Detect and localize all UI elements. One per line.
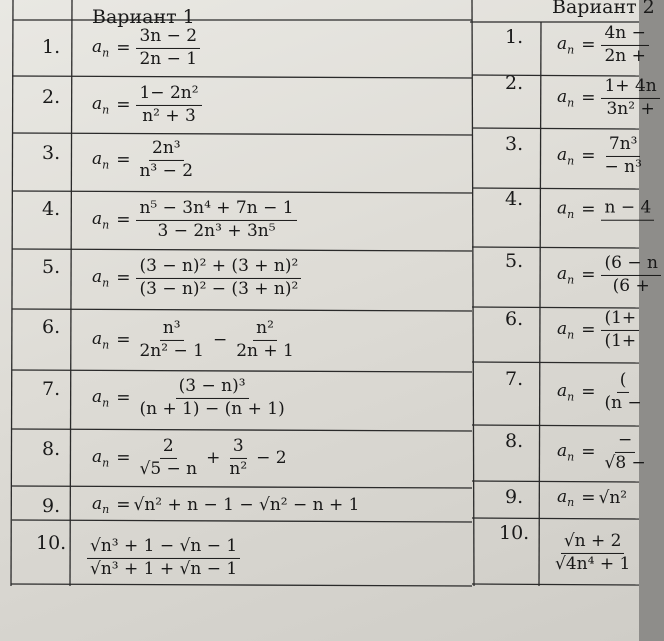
term-letter: a — [557, 486, 568, 507]
expression-text: √n² + n − 1 − √n² − n + 1 — [133, 494, 360, 515]
denominator: 3 − 2n³ + 3n⁵ — [157, 220, 276, 241]
denominator: 2n − 1 — [139, 48, 198, 69]
row-number: 5. — [505, 250, 524, 272]
numerator: √n + 2 — [561, 532, 625, 554]
variant-2-header: Вариант 2 — [552, 0, 655, 18]
sequence-term-label — [557, 145, 574, 167]
term-letter: a — [92, 266, 103, 287]
equals-sign: = — [116, 210, 131, 230]
row-number: 4. — [42, 198, 61, 220]
operator: − — [212, 330, 228, 350]
sequence-term-label — [557, 264, 574, 286]
numerator: (6 − n — [601, 254, 660, 276]
equals-sign: = — [581, 199, 596, 220]
denominator: 2n + 1 — [236, 340, 294, 361]
operator: + — [206, 448, 221, 468]
equals-sign: = — [116, 388, 131, 408]
fraction — [552, 532, 633, 574]
denominator: √n³ + 1 + √n − 1 — [90, 558, 238, 579]
row-number: 10. — [36, 532, 67, 554]
term-subscript: n — [567, 43, 575, 57]
equals-sign: = — [116, 38, 131, 58]
formula — [549, 532, 636, 574]
equals-sign: = — [116, 494, 131, 515]
equals-sign: = — [581, 382, 596, 402]
denominator: n² — [229, 458, 248, 479]
numerator: 1− 2n² — [136, 84, 201, 106]
denominator: (n + 1) − (n + 1) — [139, 398, 285, 419]
term-subscript: n — [567, 273, 575, 287]
equals-sign: = — [581, 35, 596, 55]
formula — [557, 254, 664, 296]
denominator: (1+ — [604, 330, 637, 351]
term-letter: a — [557, 380, 568, 401]
row-number: 7. — [505, 368, 524, 390]
numerator: n³ — [160, 319, 184, 341]
formula — [557, 371, 648, 413]
denominator: √8 − — [604, 452, 646, 473]
term-subscript: n — [102, 218, 110, 232]
formula — [557, 431, 652, 473]
numerator: 2n³ — [149, 139, 184, 161]
sequence-term-label — [557, 34, 574, 56]
numerator: 1+ 4n — [601, 77, 659, 99]
term-subscript: n — [102, 503, 110, 517]
term-letter: a — [557, 198, 568, 219]
row-number: 3. — [505, 133, 524, 155]
denominator: − n³ — [604, 156, 642, 177]
denominator: n² + 3 — [142, 105, 196, 126]
fraction — [601, 309, 639, 351]
numerator: − — [615, 431, 635, 453]
denominator: (n − — [604, 392, 642, 413]
equals-sign: = — [581, 320, 596, 340]
denominator: 2n + — [604, 45, 646, 66]
numerator: 3n − 2 — [136, 27, 200, 49]
equals-sign: = — [581, 442, 596, 462]
row-number: 3. — [42, 142, 61, 164]
equals-sign: = — [581, 487, 596, 508]
equals-sign: = — [581, 146, 596, 166]
numerator: 2 — [160, 437, 177, 459]
denominator: 2n² − 1 — [139, 340, 204, 361]
sequence-term-label — [557, 319, 574, 341]
formula — [557, 309, 642, 351]
denominator: √4n⁴ + 1 — [555, 553, 631, 574]
term-subscript: n — [567, 390, 575, 404]
term-letter: a — [92, 93, 103, 114]
formula — [557, 487, 627, 509]
equals-sign: = — [581, 88, 596, 108]
term-letter: a — [92, 328, 103, 349]
fraction — [601, 24, 648, 66]
denominator: (6 + — [612, 275, 650, 296]
numerator: 7n³ — [606, 135, 641, 157]
row-number: 5. — [42, 256, 61, 278]
term-letter: a — [92, 148, 103, 169]
numerator: √n³ + 1 − √n − 1 — [87, 537, 240, 559]
row-number: 2. — [505, 72, 524, 94]
row-number: 8. — [42, 438, 61, 460]
term-letter: a — [92, 493, 103, 514]
denominator — [625, 220, 631, 221]
term-letter: a — [92, 208, 103, 229]
term-letter: a — [557, 86, 568, 107]
numerator: 4n − — [601, 24, 648, 46]
fraction — [601, 431, 648, 473]
numerator: n⁵ − 3n⁴ + 7n − 1 — [136, 199, 296, 221]
term-subscript: n — [102, 456, 110, 470]
fraction — [601, 254, 660, 296]
denominator: √5 − n — [139, 458, 198, 479]
term-subscript: n — [567, 328, 575, 342]
term-subscript: n — [567, 96, 575, 110]
sequence-term-label — [557, 487, 574, 509]
equals-sign: = — [116, 448, 131, 468]
numerator: ( — [617, 371, 630, 393]
sequence-term-label — [557, 199, 574, 221]
term-letter: a — [557, 440, 568, 461]
numerator: n − 4 — [601, 199, 654, 221]
term-subscript: n — [102, 276, 110, 290]
term-letter: a — [557, 318, 568, 339]
numerator: (1+ — [601, 309, 639, 331]
row-number: 7. — [42, 378, 61, 400]
variant-1-header: Вариант 1 — [92, 6, 195, 28]
fraction — [601, 135, 644, 177]
fraction — [601, 77, 659, 119]
numerator: (3 − n)² + (3 + n)² — [136, 257, 301, 279]
fraction — [601, 371, 644, 413]
formula — [557, 24, 652, 66]
expression-text: √n² — [598, 487, 628, 508]
term-letter: a — [557, 33, 568, 54]
term-subscript: n — [102, 46, 110, 60]
term-letter: a — [557, 144, 568, 165]
term-subscript: n — [102, 103, 110, 117]
term-letter: a — [92, 446, 103, 467]
term-letter: a — [92, 386, 103, 407]
row-number: 1. — [505, 26, 524, 48]
row-number: 6. — [505, 308, 524, 330]
sequence-term-label — [557, 87, 574, 109]
term-letter: a — [557, 263, 568, 284]
term-subscript: n — [102, 338, 110, 352]
term-subscript: n — [102, 158, 110, 172]
equals-sign: = — [116, 95, 131, 115]
row-number: 8. — [505, 430, 524, 452]
equals-sign: = — [116, 268, 131, 288]
sequence-term-label — [557, 441, 574, 463]
formula — [557, 135, 648, 177]
numerator: 3 — [230, 437, 247, 459]
term-letter: a — [92, 36, 103, 57]
row-number: 2. — [42, 86, 61, 108]
equals-sign: = — [116, 150, 131, 170]
formula — [557, 77, 663, 119]
row-number: 4. — [505, 188, 524, 210]
equals-sign: = — [116, 330, 131, 350]
term-subscript: n — [567, 450, 575, 464]
numerator: n² — [253, 319, 277, 341]
denominator: 3n² + — [606, 98, 655, 119]
row-number: 10. — [499, 522, 530, 544]
equals-sign: = — [581, 265, 596, 285]
term-subscript: n — [567, 208, 575, 222]
denominator: (3 − n)² − (3 + n)² — [139, 278, 299, 299]
row-number: 9. — [505, 486, 524, 508]
term-subscript: n — [102, 396, 110, 410]
denominator: n³ − 2 — [139, 160, 194, 181]
sequence-term-label — [557, 381, 574, 403]
row-number: 1. — [42, 36, 61, 58]
operator: − 2 — [256, 448, 287, 468]
fraction — [601, 199, 654, 222]
formula — [557, 199, 657, 222]
row-number: 6. — [42, 316, 61, 338]
term-subscript: n — [567, 496, 575, 510]
numerator: (3 − n)³ — [176, 377, 249, 399]
term-subscript: n — [567, 154, 575, 168]
row-number: 9. — [42, 495, 61, 517]
